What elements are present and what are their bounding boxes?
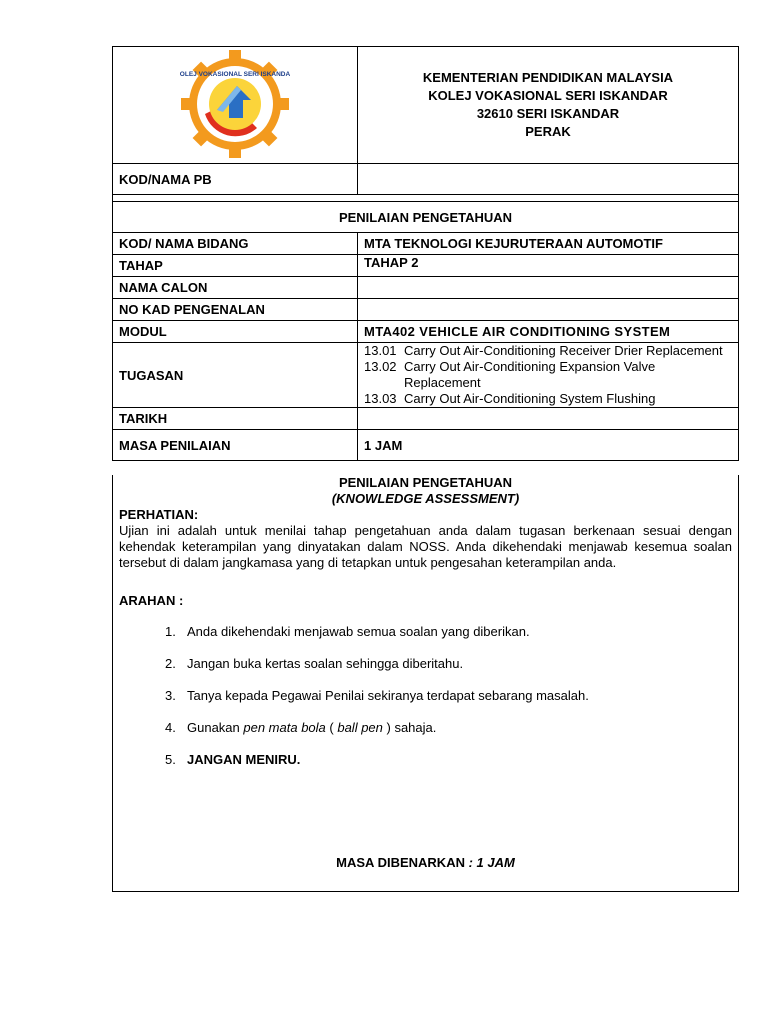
task-text: Carry Out Air-Conditioning Expansion Valve Replacement xyxy=(404,359,656,390)
masa-dibenarkan xyxy=(113,855,738,870)
instruction-list xyxy=(165,624,738,784)
list-item xyxy=(165,624,738,656)
item-text: Anda dikehendaki menjawab semua soalan yang diberikan. xyxy=(187,624,530,639)
perhatian-label: PERHATIAN: xyxy=(119,507,199,522)
kod-pb-label: KOD/NAMA PB xyxy=(113,164,358,195)
calon-value[interactable] xyxy=(358,277,739,299)
state-name: PERAK xyxy=(525,124,571,139)
masa-penilaian-value: 1 JAM xyxy=(358,430,739,461)
item-text: Jangan buka kertas soalan sehingga diberitahu. xyxy=(187,656,464,671)
tahap-label: TAHAP xyxy=(113,255,358,277)
assessment-form xyxy=(112,46,739,892)
tarikh-value[interactable] xyxy=(358,408,739,430)
masa-dibenarkan-value: 1 JAM xyxy=(476,855,515,870)
bidang-label: KOD/ NAMA BIDANG xyxy=(113,233,358,255)
list-item xyxy=(165,752,738,784)
item-text: Tanya kepada Pegawai Penilai sekiranya terdapat sebarang masalah. xyxy=(187,688,589,703)
tugasan-label: TUGASAN xyxy=(113,343,358,408)
list-item xyxy=(165,656,738,688)
item-number: 2. xyxy=(165,656,176,671)
ministry-name: KEMENTERIAN PENDIDIKAN MALAYSIA xyxy=(422,70,674,85)
college-name: KOLEJ VOKASIONAL SERI ISKANDAR xyxy=(428,88,668,103)
logo-text: KOLEJ VOKASIONAL SERI ISKANDAR xyxy=(180,70,290,78)
kod-pb-value[interactable] xyxy=(358,164,739,195)
item4-post: ) sahaja. xyxy=(382,720,437,735)
list-item xyxy=(165,720,738,752)
modul-value: MTA402 VEHICLE AIR CONDITIONING SYSTEM xyxy=(358,321,739,343)
item4-pre: Gunakan xyxy=(187,720,244,735)
masa-separator: : xyxy=(464,855,477,870)
ic-label: NO KAD PENGENALAN xyxy=(113,299,358,321)
task-text: Carry Out Air-Conditioning Receiver Drier Replacement xyxy=(404,343,723,358)
task-item xyxy=(364,359,732,391)
instructions-subtitle: (KNOWLEDGE ASSESSMENT) xyxy=(331,491,520,506)
calon-label: NAMA CALON xyxy=(113,277,358,299)
ic-value[interactable] xyxy=(358,299,739,321)
tarikh-label: TARIKH xyxy=(113,408,358,430)
item4-mid: ( xyxy=(325,720,338,735)
college-logo xyxy=(180,49,290,159)
item-number: 3. xyxy=(165,688,176,703)
task-text: Carry Out Air-Conditioning System Flushing xyxy=(404,391,656,406)
arahan-label: ARAHAN : xyxy=(119,593,184,608)
item-number: 5. xyxy=(165,752,176,767)
logo-cell xyxy=(113,47,358,164)
item-text: JANGAN MENIRU. xyxy=(187,752,301,767)
perhatian-text: Ujian ini adalah untuk menilai tahap pengetahuan anda dalam tugasan berkenaan sesuai dengan kehendak keterampilan yang dinyatakan dalam NOSS. Anda dikehendaki menjawab kesemua soalan tersebut di dalam jangkamasa yang di tetapkan untuk pengesahan keterampilan anda. xyxy=(119,523,732,570)
masa-penilaian-label: MASA PENILAIAN xyxy=(113,430,358,461)
item4-italic-ballpen: ball pen xyxy=(337,720,383,735)
list-item xyxy=(165,688,738,720)
section-title: PENILAIAN PENGETAHUAN xyxy=(113,202,739,233)
tahap-value: TAHAP 2 xyxy=(358,255,739,277)
item4-italic-pen: pen mata bola xyxy=(243,720,326,735)
task-item xyxy=(364,391,732,407)
item-number: 1. xyxy=(165,624,176,639)
organization-block xyxy=(358,47,739,164)
item-text xyxy=(187,720,436,752)
task-item xyxy=(364,343,732,359)
task-number: 13.01 xyxy=(364,343,397,358)
task-list xyxy=(358,343,739,408)
item-number: 4. xyxy=(165,720,176,735)
task-number: 13.02 xyxy=(364,359,397,374)
postcode-city: 32610 SERI ISKANDAR xyxy=(476,106,620,121)
masa-dibenarkan-label: MASA DIBENARKAN xyxy=(336,855,465,870)
instructions-title: PENILAIAN PENGETAHUAN xyxy=(338,475,513,490)
header-table xyxy=(112,46,739,461)
bidang-value: MTA TEKNOLOGI KEJURUTERAAN AUTOMOTIF xyxy=(358,233,739,255)
task-number: 13.03 xyxy=(364,391,397,406)
instructions-panel xyxy=(112,475,739,892)
modul-label: MODUL xyxy=(113,321,358,343)
